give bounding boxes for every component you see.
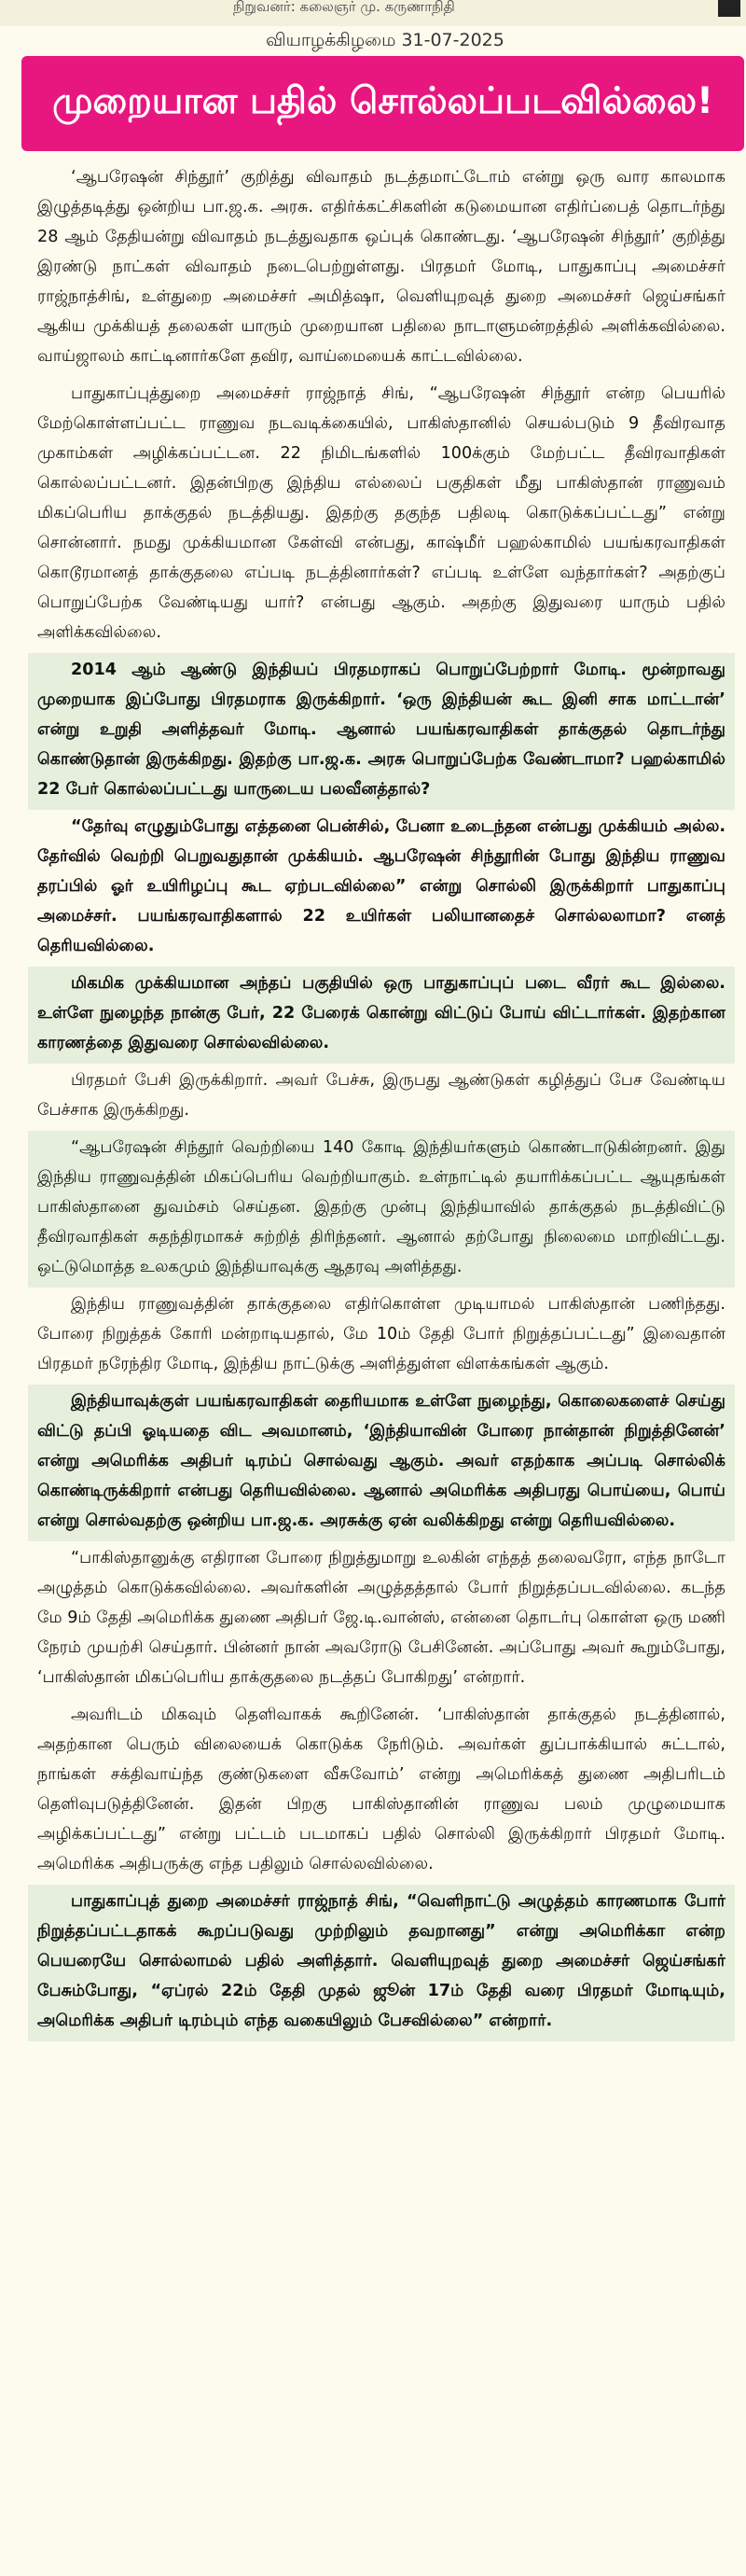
paragraph-emphasis: பாதுகாப்புத் துறை அமைச்சர் ராஜ்நாத் சிங், “வெளிநாட்டு அழுத்தம் காரணமாக போர் நிறுத்தப்பட்டதாகக் கூறப்படுவது முற்றிலும் தவறானது” என்று அமெரிக்கா என்ற பெயரையே சொல்லாமல் பதில் அளித்தார். வெளியுறவுத் துறை அமைச்சர் ஜெய்சங்கர் பேசும்போது, “ஏப்ரல் 22ம் தேதி முதல் ஜூன் 17ம் தேதி வரை பிரதமர் மோடியும், அமெரிக்க அதிபர் டிரம்பும் எந்த வகையிலும் பேசவில்லை” என்றார். — [28, 1885, 735, 2041]
paragraph: பாதுகாப்புத்துறை அமைச்சர் ராஜ்நாத் சிங், “ஆபரேஷன் சிந்தூர் என்ற பெயரில் மேற்கொள்ளப்பட்ட ராணுவ நடவடிக்கையில், பாகிஸ்தானில் செயல்படும் 9 தீவிரவாத முகாம்கள் அழிக்கப்பட்டன. 22 நிமிடங்களில் 100க்கும் மேற்பட்ட தீவிரவாதிகள் கொல்லப்பட்டனர். இதன்பிறகு இந்திய எல்லைப் பகுதிகள் மீது பாகிஸ்தான் ராணுவம் மிகப்பெரிய தாக்குதல் நடத்தியது. இதற்கு தகுந்த பதிலடி கொடுக்கப்பட்டது” என்று சொன்னார். நமது முக்கியமான கேள்வி என்பது, காஷ்மீர் பஹல்காமில் பயங்கரவாதிகள் கொடூரமானத் தாக்குதலை எப்படி நடத்தினார்கள்? எப்படி உள்ளே வந்தார்கள்? அதற்குப் பொறுப்பேற்க வேண்டியது யார்? என்பது ஆகும். அதற்கு இதுவரை யாரும் பதில் அளிக்கவில்லை. — [37, 384, 725, 642]
headline-banner — [21, 56, 744, 151]
paragraph: “பாகிஸ்தானுக்கு எதிரான போரை நிறுத்துமாறு உலகின் எந்தத் தலைவரோ, எந்த நாடோ அழுத்தம் கொடுக்கவில்லை. அவர்களின் அழுத்தத்தால் போர் நிறுத்தப்படவில்லை. கடந்த மே 9ம் தேதி அமெரிக்க துணை அதிபர் ஜே.டி.வான்ஸ், என்னை தொடர்பு கொள்ள ஒரு மணி நேரம் முயற்சி செய்தார். பின்னர் நான் அவரோடு பேசினேன். அப்போது அவர் கூறும்போது, ‘பாகிஸ்தான் மிகப்பெரிய தாக்குதலை நடத்தப் போகிறது’ என்றார். — [37, 1549, 725, 1687]
paragraph-emphasis: இந்தியாவுக்குள் பயங்கரவாதிகள் தைரியமாக உள்ளே நுழைந்து, கொலைகளைச் செய்து விட்டு தப்பி ஓடியதை விட அவமானம், ‘இந்தியாவின் போரை நான்தான் நிறுத்தினேன்’ என்று அமெரிக்க அதிபர் டிரம்ப் சொல்வது ஆகும். அவர் எதற்காக அப்படி சொல்லிக் கொண்டிருக்கிறார் என்பது தெரியவில்லை. ஆனால் அமெரிக்க அதிபரது பொய்யை, பொய் என்று சொல்வதற்கு ஒன்றிய பா.ஜ.க. அரசுக்கு ஏன் வலிக்கிறது என்று தெரியவில்லை. — [28, 1385, 735, 1541]
publication-date: வியாழக்கிழமை 31-07-2025 — [266, 30, 504, 50]
paragraph: “ஆபரேஷன் சிந்தூர் வெற்றியை 140 கோடி இந்தியர்களும் கொண்டாடுகின்றனர். இது இந்திய ராணுவத்தின் மிகப்பெரிய வெற்றியாகும். உள்நாட்டில் தயாரிக்கப்பட்ட ஆயுதங்கள் பாகிஸ்தானை துவம்சம் செய்தன. இதற்கு முன்பு இந்தியாவில் தாக்குதல் நடத்திவிட்டு தீவிரவாதிகள் சுதந்திரமாகச் சுற்றித் திரிந்தனர். ஆனால் தற்போது நிலைமை மாறிவிட்டது. ஒட்டுமொத்த உலகமும் இந்தியாவுக்கு ஆதரவு அளித்தது. — [28, 1131, 735, 1288]
paragraph: இந்திய ராணுவத்தின் தாக்குதலை எதிர்கொள்ள முடியாமல் பாகிஸ்தான் பணிந்தது. போரை நிறுத்தக் கோரி மன்றாடியதால், மே 10ம் தேதி போர் நிறுத்தப்பட்டது” இவைதான் பிரதமர் நரேந்திர மோடி, இந்திய நாட்டுக்கு அளித்துள்ள விளக்கங்கள் ஆகும். — [37, 1295, 725, 1373]
paragraph: ‘ஆபரேஷன் சிந்தூர்’ குறித்து விவாதம் நடத்தமாட்டோம் என்று ஒரு வார காலமாக இழுத்தடித்து ஒன்றிய பா.ஜ.க. அரசு. எதிர்க்கட்சிகளின் கடுமையான எதிர்ப்பைத் தொடர்ந்து 28 ஆம் தேதியன்று விவாதம் நடத்துவதாக ஒப்புக் கொண்டது. ‘ஆபரேஷன் சிந்தூர்’ குறித்து இரண்டு நாட்கள் விவாதம் நடைபெற்றுள்ளது. பிரதமர் மோடி, பாதுகாப்பு அமைச்சர் ராஜ்நாத்சிங், உள்துறை அமைச்சர் அமித்ஷா, வெளியுறவுத் துறை அமைச்சர் ஜெய்சங்கர் ஆகிய முக்கியத் தலைகள் யாரும் முறையான பதிலை நாடாளுமன்றத்தில் அளிக்கவில்லை. வாய்ஜாலம் காட்டினார்களே தவிர, வாய்மையைக் காட்டவில்லை. — [37, 168, 725, 366]
headline: முறையான பதில் சொல்லப்படவில்லை! — [52, 80, 713, 122]
paragraph-emphasis: 2014 ஆம் ஆண்டு இந்தியப் பிரதமராகப் பொறுப்பேற்றார் மோடி. மூன்றாவது முறையாக இப்போது பிரதமராக இருக்கிறார். ‘ஒரு இந்தியன் கூட இனி சாக மாட்டான்’ என்று உறுதி அளித்தவர் மோடி. ஆனால் பயங்கரவாதிகள் தாக்குதல் தொடர்ந்து கொண்டுதான் இருக்கிறது. இதற்கு பா.ஜ.க. அரசு பொறுப்பேற்க வேண்டாமா? பஹல்காமில் 22 பேர் கொல்லப்பட்டது யாருடைய பலவீனத்தால்? — [28, 653, 735, 810]
paragraph: பிரதமர் பேசி இருக்கிறார். அவர் பேச்சு, இருபது ஆண்டுகள் கழித்துப் பேச வேண்டிய பேச்சாக இருக்கிறது. — [37, 1071, 725, 1120]
article-body — [28, 160, 735, 2041]
paragraph-emphasis: மிகமிக முக்கியமான அந்தப் பகுதியில் ஒரு பாதுகாப்புப் படை வீரர் கூட இல்லை. உள்ளே நுழைந்த நான்கு பேர், 22 பேரைக் கொன்று விட்டுப் போய் விட்டார்கள். இதற்கான காரணத்தை இதுவரை சொல்லவில்லை. — [28, 967, 735, 1064]
masthead-corner-block — [718, 0, 740, 17]
masthead-title: நிறுவனர்: கலைஞர் மு. கருணாநிதி — [233, 0, 455, 15]
masthead-strip — [0, 0, 746, 26]
paragraph: அவரிடம் மிகவும் தெளிவாகக் கூறினேன். ‘பாகிஸ்தான் தாக்குதல் நடத்தினால், அதற்கான பெரும் விலையைக் கொடுக்க நேரிடும். அவர்கள் துப்பாக்கியால் சுட்டால், நாங்கள் சக்திவாய்ந்த குண்டுகளை வீசுவோம்’ என்று அமெரிக்கத் துணை அதிபரிடம் தெளிவுபடுத்தினேன். இதன் பிறகு பாகிஸ்தானின் ராணுவ பலம் முழுமையாக அழிக்கப்பட்டது” என்று பட்டம் படமாகப் பதில் சொல்லி இருக்கிறார் பிரதமர் மோடி. அமெரிக்க அதிபருக்கு எந்த பதிலும் சொல்லவில்லை. — [37, 1706, 725, 1873]
paragraph-emphasis: “தேர்வு எழுதும்போது எத்தனை பென்சில், பேனா உடைந்தன என்பது முக்கியம் அல்ல. தேர்வில் வெற்றி பெறுவதுதான் முக்கியம். ஆபரேஷன் சிந்தூரின் போது இந்திய ராணுவ தரப்பில் ஓர் உயிரிழப்பு கூட ஏற்படவில்லை” என்று சொல்லி இருக்கிறார் பாதுகாப்பு அமைச்சர். பயங்கரவாதிகளால் 22 உயிர்கள் பலியானதைச் சொல்லலாமா? எனத் தெரியவில்லை. — [37, 817, 725, 955]
